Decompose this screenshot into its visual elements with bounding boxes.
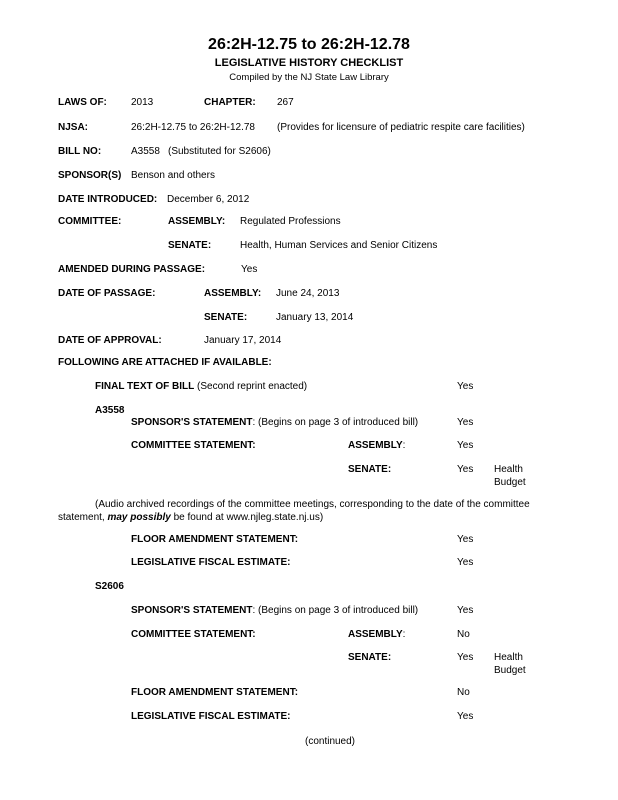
s2606-floor-amendment-label: FLOOR AMENDMENT STATEMENT: <box>131 687 299 698</box>
njsa-description: (Provides for licensure of pediatric respite care facilities) <box>277 122 525 133</box>
audio-note-may: may <box>107 512 128 523</box>
committee-senate-value: Health, Human Services and Senior Citizens <box>240 240 438 251</box>
s2606-sponsor-statement-note: : (Begins on page 3 of introduced bill) <box>252 605 419 616</box>
njsa-value: 26:2H-12.75 to 26:2H-12.78 <box>131 122 255 133</box>
compiled-by: Compiled by the NJ State Law Library <box>229 72 389 83</box>
s2606-committee-statement-label: COMMITTEE STATEMENT: <box>131 629 256 640</box>
a3558-sponsor-statement-row <box>131 417 418 428</box>
s2606-committee-assembly <box>348 629 405 640</box>
attached-heading: FOLLOWING ARE ATTACHED IF AVAILABLE: <box>58 357 272 368</box>
passage-assembly-label: ASSEMBLY: <box>204 288 262 299</box>
laws-of-label: LAWS OF: <box>58 97 107 108</box>
final-text-value: Yes <box>457 381 474 392</box>
audio-archive-note <box>58 498 570 524</box>
a3558-committee-assembly-colon: : <box>402 440 406 451</box>
s2606-sponsor-statement-row <box>131 605 418 616</box>
a3558-senate-committee-budget: Budget <box>494 477 526 488</box>
date-introduced-value: December 6, 2012 <box>167 194 250 205</box>
continued-note: (continued) <box>304 736 356 747</box>
date-introduced-label: DATE INTRODUCED: <box>58 194 158 205</box>
a3558-floor-amendment-label: FLOOR AMENDMENT STATEMENT: <box>131 534 299 545</box>
amended-value: Yes <box>241 264 258 275</box>
passage-senate-label: SENATE: <box>204 312 248 323</box>
s2606-fiscal-estimate-value: Yes <box>457 711 474 722</box>
page-subtitle: LEGISLATIVE HISTORY CHECKLIST <box>214 57 404 69</box>
committee-assembly-label: ASSEMBLY: <box>168 216 226 227</box>
a3558-committee-statement-label: COMMITTEE STATEMENT: <box>131 440 256 451</box>
a3558-committee-assembly-label: ASSEMBLY <box>348 440 403 451</box>
s2606-committee-assembly-colon: : <box>402 629 406 640</box>
final-text-note: (Second reprint enacted) <box>197 381 308 392</box>
s2606-committee-assembly-value: No <box>457 629 470 640</box>
passage-senate-value: January 13, 2014 <box>276 312 354 323</box>
chapter-value: 267 <box>277 97 294 108</box>
date-of-approval-label: DATE OF APPROVAL: <box>58 335 162 346</box>
audio-note-part-2: be found at www.njleg.state.nj.us) <box>170 512 324 523</box>
a3558-sponsor-statement-label: SPONSOR'S STATEMENT <box>131 417 253 428</box>
a3558-committee-senate-value: Yes <box>457 464 474 475</box>
a3558-committee-assembly <box>348 440 405 451</box>
s2606-sponsor-statement-value: Yes <box>457 605 474 616</box>
a3558-fiscal-estimate-label: LEGISLATIVE FISCAL ESTIMATE: <box>131 557 291 568</box>
s2606-fiscal-estimate-label: LEGISLATIVE FISCAL ESTIMATE: <box>131 711 291 722</box>
bill-no-note: (Substituted for S2606) <box>168 146 271 157</box>
final-text-row <box>95 381 307 392</box>
passage-assembly-value: June 24, 2013 <box>276 288 340 299</box>
audio-note-part-1: (Audio archived recordings of the committee meetings, corresponding to the date of the committee statement, <box>58 499 530 523</box>
final-text-label: FINAL TEXT OF BILL <box>95 381 195 392</box>
s2606-committee-senate-value: Yes <box>457 652 474 663</box>
njsa-label: NJSA: <box>58 122 89 133</box>
s2606-committee-senate-label: SENATE: <box>348 652 392 663</box>
amended-label: AMENDED DURING PASSAGE: <box>58 264 206 275</box>
committee-assembly-value: Regulated Professions <box>240 216 341 227</box>
a3558-heading: A3558 <box>95 405 125 416</box>
bill-no-value: A3558 <box>131 146 160 157</box>
sponsors-value: Benson and others <box>131 170 215 181</box>
chapter-label: CHAPTER: <box>204 97 256 108</box>
a3558-senate-committee-health: Health <box>494 464 523 475</box>
s2606-senate-committee-health: Health <box>494 652 523 663</box>
s2606-committee-assembly-label: ASSEMBLY <box>348 629 403 640</box>
a3558-committee-senate-label: SENATE: <box>348 464 392 475</box>
a3558-sponsor-statement-note: : (Begins on page 3 of introduced bill) <box>252 417 419 428</box>
audio-note-possibly: possibly <box>130 512 171 523</box>
bill-no-label: BILL NO: <box>58 146 102 157</box>
page-title: 26:2H-12.75 to 26:2H-12.78 <box>208 36 410 53</box>
committee-senate-label: SENATE: <box>168 240 212 251</box>
s2606-floor-amendment-value: No <box>457 687 470 698</box>
date-of-approval-value: January 17, 2014 <box>204 335 282 346</box>
committee-label: COMMITTEE: <box>58 216 122 227</box>
a3558-fiscal-estimate-value: Yes <box>457 557 474 568</box>
s2606-sponsor-statement-label: SPONSOR'S STATEMENT <box>131 605 253 616</box>
a3558-sponsor-statement-value: Yes <box>457 417 474 428</box>
date-of-passage-label: DATE OF PASSAGE: <box>58 288 156 299</box>
a3558-floor-amendment-value: Yes <box>457 534 474 545</box>
s2606-heading: S2606 <box>95 581 124 592</box>
s2606-senate-committee-budget: Budget <box>494 665 526 676</box>
a3558-committee-assembly-value: Yes <box>457 440 474 451</box>
sponsors-label: SPONSOR(S) <box>58 170 122 181</box>
laws-of-value: 2013 <box>131 97 154 108</box>
